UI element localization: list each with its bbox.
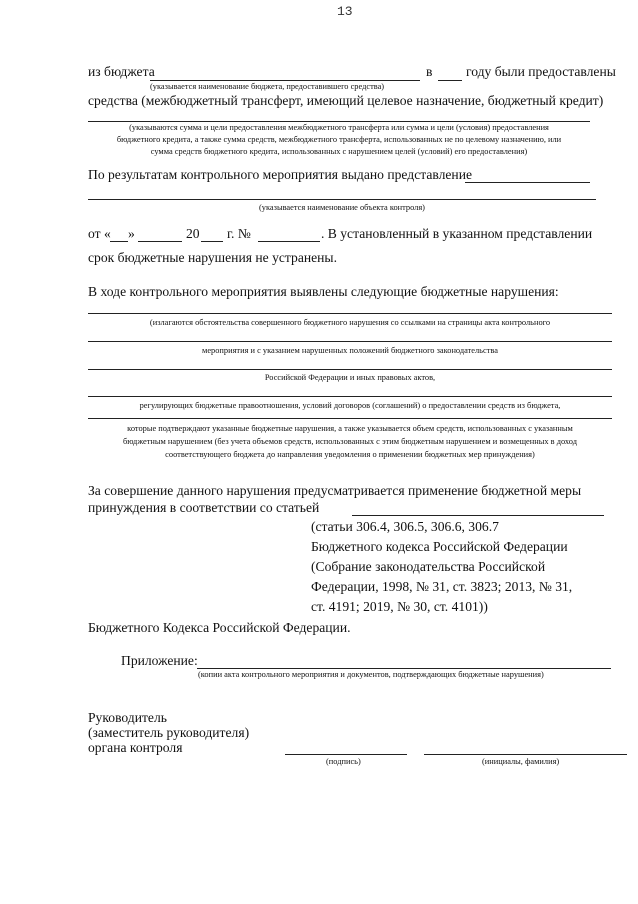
object-hint: (указывается наименование объекта контроля) [259, 203, 425, 212]
date-quote-close: » [128, 226, 135, 241]
control-object-field[interactable] [88, 199, 596, 200]
day-field[interactable] [110, 241, 128, 242]
page-number: 13 [337, 4, 353, 19]
articles-note-4: Федерации, 1998, № 31, ст. 3823; 2013, № 31, [311, 579, 573, 594]
date-from: от « [88, 226, 111, 241]
articles-note-2: Бюджетного кодекса Российской Федерации [311, 539, 568, 554]
signatory-title-3: органа контроля [88, 740, 183, 755]
signature-hint: (подпись) [326, 757, 361, 766]
attachment-field[interactable] [197, 668, 611, 669]
funds-hint-2: бюджетного кредита, а также сумма средств, межбюджетного трансферта, использованных не по целевому назначению, или [116, 135, 562, 144]
year-field[interactable] [438, 80, 462, 81]
violations-hint-3: Российской Федерации и иных правовых актов, [264, 373, 436, 382]
year-suffix-field[interactable] [201, 241, 223, 242]
attachment-label: Приложение: [121, 653, 198, 668]
budget-name-field[interactable] [150, 80, 420, 81]
violations-hint-7: соответствующего бюджета до направления уведомления о применении бюджетных мер принуждения) [165, 450, 535, 459]
name-hint: (инициалы, фамилия) [482, 757, 560, 766]
results-line: По результатам контрольного мероприятия выдано представление [88, 167, 473, 182]
violations-field-1[interactable] [88, 313, 612, 314]
funds-hint-3: сумма средств бюджетного кредита, использованных с нарушением целей (условий) его предоставления) [150, 147, 528, 156]
article-field[interactable] [352, 515, 604, 516]
articles-note-3: (Собрание законодательства Российской [311, 559, 546, 574]
violations-hint-2: мероприятия и с указанием нарушенных положений бюджетного законодательства [202, 346, 498, 355]
budget-line-middle: в [426, 64, 433, 79]
date-line-tail: . В установленный в указанном представлении [321, 226, 593, 241]
representation-field[interactable] [465, 182, 590, 183]
violations-hint-1: (излагаются обстоятельства совершенного бюджетного нарушения со ссылками на страницы акта контрольного [149, 318, 551, 327]
date-year-suffix: г. № [227, 226, 251, 241]
name-field[interactable] [424, 754, 627, 755]
violations-line: В ходе контрольного мероприятия выявлены следующие бюджетные нарушения: [88, 284, 559, 299]
deadline-line: срок бюджетные нарушения не устранены. [88, 250, 337, 265]
violations-field-4[interactable] [88, 396, 612, 397]
articles-note-1: (статьи 306.4, 306.5, 306.6, 306.7 [311, 519, 499, 534]
signature-field[interactable] [285, 754, 407, 755]
funds-line: средства (межбюджетный трансферт, имеющий целевое назначение, бюджетный кредит) [88, 93, 604, 108]
measure-line-1: За совершение данного нарушения предусматривается применение бюджетной меры [88, 483, 582, 498]
number-field[interactable] [258, 241, 320, 242]
budget-line-tail: году были предоставлены [466, 64, 616, 79]
violations-hint-6: бюджетным нарушением (без учета объемов средств, использованных с этим бюджетным нарушением и возмещенных в доход [122, 437, 578, 446]
violations-hint-4: регулирующих бюджетные правоотношения, условий договоров (соглашений) о предоставлении средств из бюджета, [139, 401, 561, 410]
measure-line-2: принуждения в соответствии со статьей [88, 500, 320, 515]
signatory-title-2: (заместитель руководителя) [88, 725, 250, 740]
code-line: Бюджетного Кодекса Российской Федерации. [88, 620, 351, 635]
articles-note-5: ст. 4191; 2019, № 30, ст. 4101)) [311, 599, 488, 614]
violations-field-3[interactable] [88, 369, 612, 370]
signatory-title-1: Руководитель [88, 710, 167, 725]
funds-details-field[interactable] [88, 121, 590, 122]
budget-line-lead: из бюджета [88, 64, 155, 79]
date-year-prefix: 20 [186, 226, 200, 241]
violations-field-2[interactable] [88, 341, 612, 342]
funds-hint-1: (указываются сумма и цели предоставления межбюджетного трансферта или сумма и цели (условия) предоставления [129, 123, 549, 132]
attachment-hint: (копии акта контрольного мероприятия и документов, подтверждающих бюджетные нарушения) [198, 670, 544, 679]
budget-hint: (указывается наименование бюджета, предоставившего средства) [150, 82, 385, 91]
violations-field-5[interactable] [88, 418, 612, 419]
violations-hint-5: которые подтверждают указанные бюджетные нарушения, а также указывается объем средств, использованных с указанным [127, 424, 573, 433]
month-field[interactable] [138, 241, 182, 242]
